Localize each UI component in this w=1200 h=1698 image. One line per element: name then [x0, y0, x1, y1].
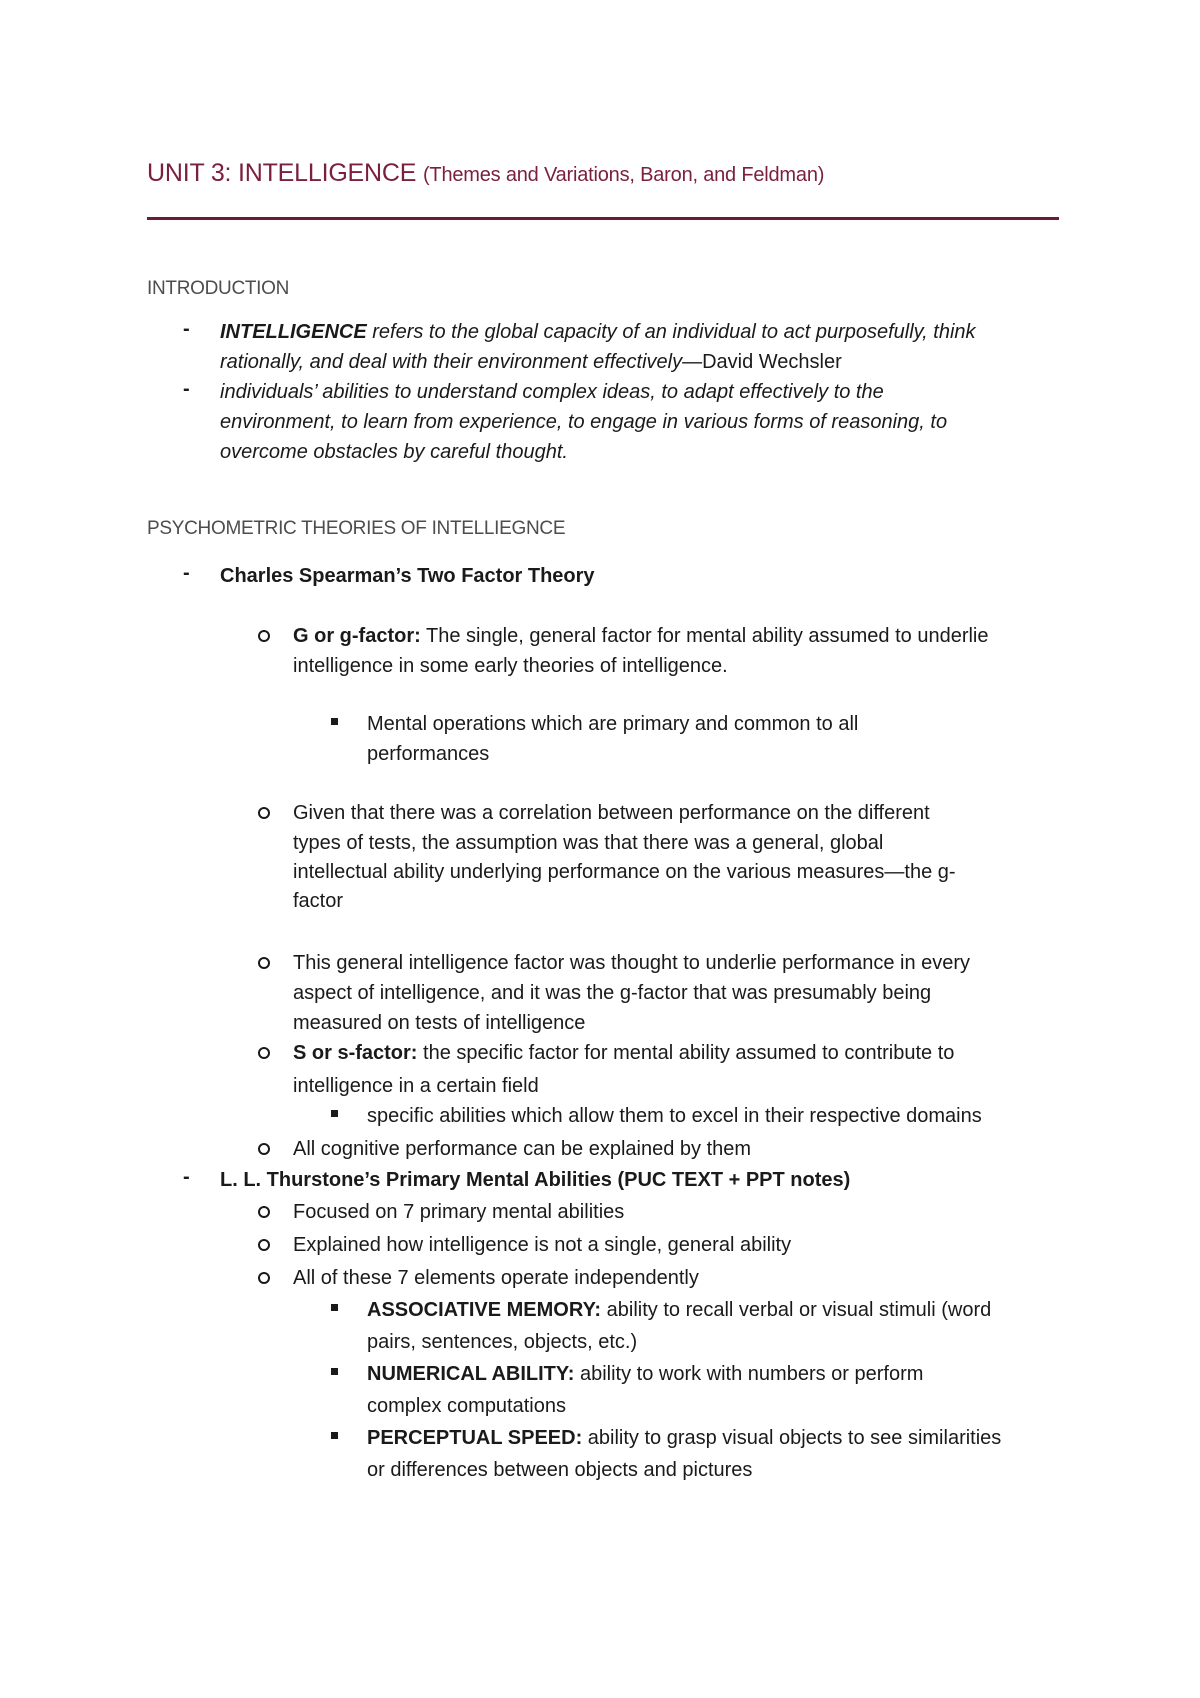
s-sub-line: specific abilities which allow them to excel in their respective domains: [367, 1105, 982, 1127]
title-subtitle: (Themes and Variations, Baron, and Feldman): [422, 164, 825, 186]
title-divider: [147, 217, 1059, 220]
numerical-ability-line-1: NUMERICAL ABILITY: ability to work with numbers or perform: [367, 1363, 924, 1385]
this-line-1: This general intelligence factor was thought to underlie performance in every: [293, 952, 971, 974]
this-line-3: measured on tests of intelligence: [293, 1012, 586, 1034]
associative-memory-term: ASSOCIATIVE MEMORY:: [367, 1299, 602, 1321]
circle-bullet-icon: [258, 957, 270, 969]
dash-bullet: -: [183, 318, 190, 340]
spearman-title: Charles Spearman’s Two Factor Theory: [220, 565, 595, 587]
thurstone-title: L. L. Thurstone’s Primary Mental Abilities (PUC TEXT + PPT notes): [220, 1169, 851, 1191]
given-line-3: intellectual ability underlying performance on the various measures—the g-: [293, 861, 956, 883]
numerical-ability-line-2: complex computations: [367, 1395, 566, 1417]
intelligence-term: INTELLIGENCE: [220, 321, 367, 343]
circle-bullet-icon: [258, 1272, 270, 1284]
g-sub-line-2: performances: [367, 743, 490, 765]
this-line-2: aspect of intelligence, and it was the g-factor that was presumably being: [293, 982, 932, 1004]
intro-heading: INTRODUCTION: [147, 278, 290, 299]
g-factor-line-2: intelligence in some early theories of intelligence.: [293, 655, 728, 677]
s-factor-term: S or s-factor:: [293, 1042, 418, 1064]
intro-bullet-1-line-1: INTELLIGENCE refers to the global capacity of an individual to act purposefully, think: [220, 321, 976, 343]
square-bullet-icon: [331, 1304, 338, 1311]
g-factor-term: G or g-factor:: [293, 625, 421, 647]
s-factor-line-1: S or s-factor: the specific factor for mental ability assumed to contribute to: [293, 1042, 955, 1064]
g-sub-line-1: Mental operations which are primary and common to all: [367, 713, 859, 735]
square-bullet-icon: [331, 1368, 338, 1375]
perceptual-speed-line-2: or differences between objects and pictures: [367, 1459, 753, 1481]
dash-bullet: -: [183, 562, 190, 584]
square-bullet-icon: [331, 718, 338, 725]
thurstone-point-2: Explained how intelligence is not a single, general ability: [293, 1234, 792, 1256]
circle-bullet-icon: [258, 1206, 270, 1218]
perceptual-speed-term: PERCEPTUAL SPEED:: [367, 1427, 583, 1449]
thurstone-point-3: All of these 7 elements operate independently: [293, 1267, 699, 1289]
intro-bullet-1-line-2: rationally, and deal with their environment effectively—David Wechsler: [220, 351, 842, 373]
given-line-4: factor: [293, 890, 344, 912]
psychometric-heading: PSYCHOMETRIC THEORIES OF INTELLIEGNCE: [147, 518, 566, 539]
circle-bullet-icon: [258, 1239, 270, 1251]
circle-bullet-icon: [258, 1047, 270, 1059]
associative-memory-line-1: ASSOCIATIVE MEMORY: ability to recall verbal or visual stimuli (word: [367, 1299, 992, 1321]
square-bullet-icon: [331, 1110, 338, 1117]
page-title: [147, 159, 824, 188]
s-factor-line-2: intelligence in a certain field: [293, 1075, 539, 1097]
square-bullet-icon: [331, 1432, 338, 1439]
circle-bullet-icon: [258, 807, 270, 819]
associative-memory-line-2: pairs, sentences, objects, etc.): [367, 1331, 638, 1353]
all-cognitive-line: All cognitive performance can be explained by them: [293, 1138, 752, 1160]
intro-bullet-2-line-2: environment, to learn from experience, to engage in various forms of reasoning, to: [220, 411, 948, 433]
dash-bullet: -: [183, 1166, 190, 1188]
circle-bullet-icon: [258, 630, 270, 642]
dash-bullet: -: [183, 378, 190, 400]
intro-bullet-2-line-1: individuals’ abilities to understand complex ideas, to adapt effectively to the: [220, 381, 884, 403]
title-main: UNIT 3: INTELLIGENCE: [147, 159, 417, 187]
given-line-2: types of tests, the assumption was that there was a general, global: [293, 832, 884, 854]
intro-bullet-2-line-3: overcome obstacles by careful thought.: [220, 441, 568, 463]
numerical-ability-term: NUMERICAL ABILITY:: [367, 1363, 575, 1385]
g-factor-line-1: G or g-factor: The single, general factor for mental ability assumed to underlie: [293, 625, 989, 647]
perceptual-speed-line-1: PERCEPTUAL SPEED: ability to grasp visual objects to see similarities: [367, 1427, 1002, 1449]
given-line-1: Given that there was a correlation between performance on the different: [293, 802, 930, 824]
author-attribution: —David Wechsler: [682, 351, 842, 373]
thurstone-point-1: Focused on 7 primary mental abilities: [293, 1201, 625, 1223]
circle-bullet-icon: [258, 1143, 270, 1155]
